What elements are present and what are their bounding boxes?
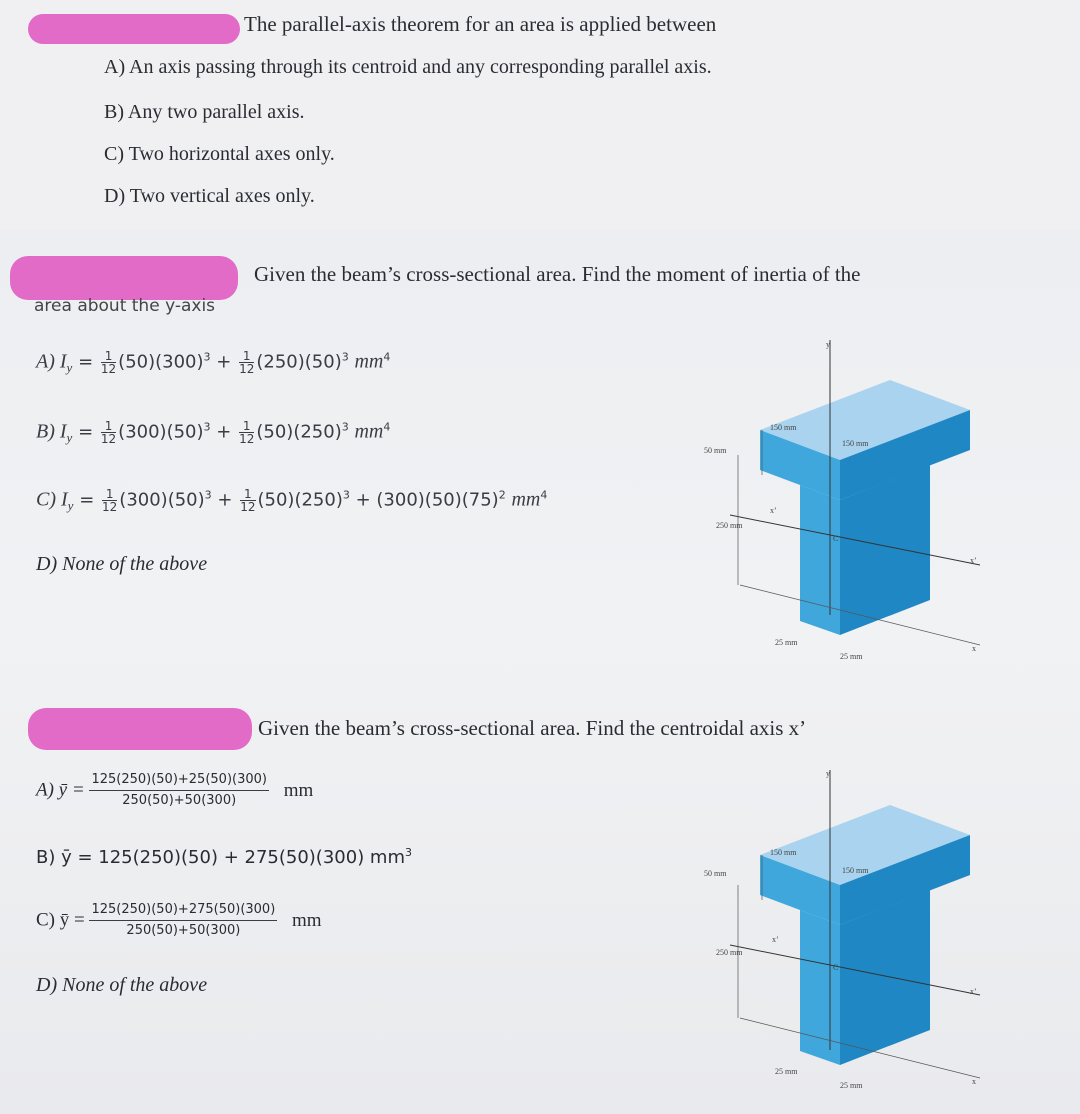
q3-stem: Given the beam’s cross-sectional area. Find the centroidal axis x’	[258, 716, 807, 740]
label-y: y	[826, 340, 830, 349]
q2-option-a: A) $I_y$ = $\frac{1}{12}$ $(50)(300)^3$ + $\frac{1}{12}$ $(250)(50)^3$ $mm^4$	[36, 349, 391, 376]
label-top-right: 150 mm	[842, 439, 869, 448]
q2-option-d: D) None of the above	[36, 553, 208, 575]
beam-shape	[760, 805, 970, 1065]
q2-stem-continuation: area about the y-axis	[34, 296, 216, 316]
redaction-mark-1	[28, 14, 240, 44]
label-x-prime-right: x’	[970, 987, 977, 996]
q1-option-c: C) Two horizontal axes only.	[104, 143, 335, 165]
q1-option-b: B) Any two parallel axis.	[104, 101, 305, 123]
label-bottom-right: 25 mm	[840, 1081, 863, 1090]
label-flange: 50 mm	[704, 869, 727, 878]
q2-stem: Given the beam’s cross-sectional area. Find the moment of inertia of the	[254, 262, 861, 286]
q3-beam-figure	[690, 760, 990, 1100]
label-x: x	[972, 644, 976, 653]
label-bottom-right: 25 mm	[840, 652, 863, 661]
label-y: y	[826, 769, 830, 778]
label-bottom-left: 25 mm	[775, 1067, 798, 1076]
label-c: C	[833, 534, 839, 543]
q1-option-a: A) An axis passing through its centroid and any corresponding parallel axis.	[104, 56, 712, 78]
q2-beam-figure	[690, 335, 990, 665]
label-top-right: 150 mm	[842, 866, 869, 875]
label-web: 250 mm	[716, 521, 743, 530]
q3-option-c: C) ȳ = $\frac{125(250)(50)+275(50)(300)}{250(50)+50(300)}$ mm	[36, 902, 322, 938]
q1-stem: The parallel-axis theorem for an area is applied between	[244, 12, 717, 36]
label-x-prime-right: x’	[970, 556, 977, 565]
q2-option-c: C) $I_y$ = $\frac{1}{12}$ $(300)(50)^3$ + $\frac{1}{12}$ $(50)(250)^3 + (300)(50)(75)^2$ $mm^4$	[36, 487, 548, 514]
q3-option-b: B) ȳ = 125(250)(50) + 275(50)(300) $mm^3$	[36, 846, 412, 868]
q3-option-d: D) None of the above	[36, 974, 208, 996]
beam-web-front	[800, 485, 840, 635]
label-flange: 50 mm	[704, 446, 727, 455]
label-top-left: 150 mm	[770, 423, 797, 432]
q2-option-b: B) $I_y$ = $\frac{1}{12}$ $(300)(50)^3$ + $\frac{1}{12}$ $(50)(250)^3$ $mm^4$	[36, 419, 391, 446]
q1-option-d: D) Two vertical axes only.	[104, 185, 315, 207]
label-c: C	[833, 963, 839, 972]
label-bottom-left: 25 mm	[775, 638, 798, 647]
redaction-mark-3	[28, 708, 252, 750]
beam-shape	[760, 380, 970, 635]
label-x-prime: x’	[770, 506, 777, 515]
redaction-mark-2	[10, 256, 238, 300]
label-top-left: 150 mm	[770, 848, 797, 857]
q3-option-a: A) ȳ = $\frac{125(250)(50)+25(50)(300)}{250(50)+50(300)}$ mm	[36, 772, 314, 808]
label-web: 250 mm	[716, 948, 743, 957]
label-x: x	[972, 1077, 976, 1086]
label-x-prime: x’	[772, 935, 779, 944]
